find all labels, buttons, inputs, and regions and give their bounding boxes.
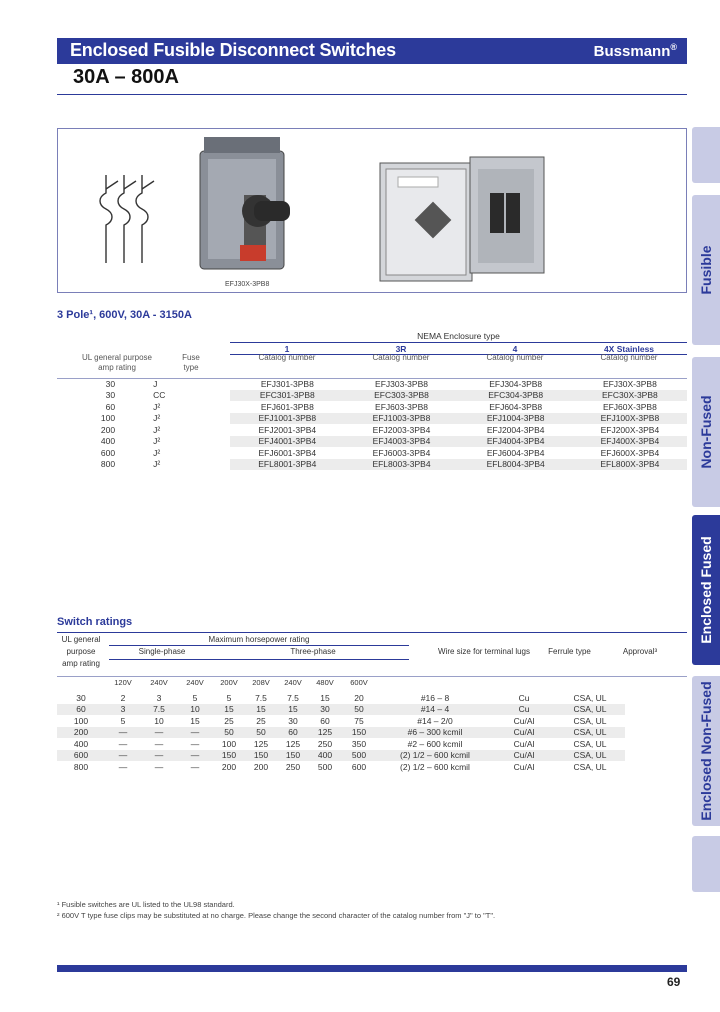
- catalog-number-cell: EFC30X-3PB8: [573, 390, 687, 402]
- rating-cell: 200: [221, 761, 237, 772]
- rating-cell: CSA, UL: [555, 727, 625, 739]
- fuse-type-header: Fuse type: [182, 353, 200, 372]
- rating-row: [57, 761, 625, 773]
- voltage-header-spacer: [377, 678, 493, 692]
- rating-cell: —: [190, 738, 200, 749]
- rating-cell: 60: [320, 715, 330, 726]
- catalog-number-header-4: Catalog number: [486, 353, 544, 362]
- rating-cell: 5: [120, 715, 126, 726]
- fuse-type-cell: J²: [153, 436, 161, 447]
- footnote-1: ¹ Fusible switches are UL listed to the UL98 standard.: [57, 900, 235, 909]
- catalog-number-cell: EFJ301-3PB8: [260, 378, 314, 389]
- amp-rating-cell: 200: [100, 424, 116, 435]
- catalog-number-cell: EFC301-3PB8: [230, 390, 344, 402]
- catalog-number-cell: EFJ4001-3PB4: [230, 436, 344, 448]
- ul-amp-header: [57, 634, 105, 670]
- rating-cell: 150: [213, 750, 245, 762]
- catalog-number-cell: EFJ600X-3PB4: [600, 447, 660, 458]
- catalog-number-cell: EFJ4004-3PB4: [459, 436, 573, 448]
- ul-amp-header-line-3: amp rating: [62, 659, 100, 668]
- catalog-number-cell: EFJ6001-3PB4: [258, 447, 317, 458]
- rating-cell: 400: [73, 738, 89, 749]
- nema-type-1: 1: [284, 344, 290, 354]
- rating-cell: 60: [277, 727, 309, 739]
- rating-cell: 125: [309, 727, 341, 739]
- rating-cell: CSA, UL: [573, 738, 607, 749]
- amp-rating-cell: 60: [105, 401, 116, 412]
- single-phase-header: Single-phase: [138, 647, 186, 656]
- rating-cell: 3: [156, 692, 162, 703]
- rating-cell: 5: [192, 692, 198, 703]
- rating-cell: 20: [354, 692, 364, 703]
- rating-cell: 60: [57, 704, 105, 716]
- catalog-number-cell: EFJ60X-3PB8: [602, 401, 657, 412]
- nema-type-3r: 3R: [395, 344, 407, 354]
- catalog-number-cell: EFJ603-3PB8: [375, 401, 428, 412]
- rating-cell: CSA, UL: [573, 761, 607, 772]
- catalog-heading: 3 Pole¹, 600V, 30A - 3150A: [57, 309, 192, 321]
- rating-cell: CSA, UL: [555, 750, 625, 762]
- amp-rating-cell: 600: [100, 447, 116, 458]
- rating-cell: 15: [277, 704, 309, 716]
- rating-cell: #2 – 600 kcmil: [407, 738, 463, 749]
- fuse-type-cell: J²: [153, 447, 161, 458]
- catalog-number-cell: EFL8003-3PB4: [344, 459, 458, 471]
- rating-cell: —: [118, 761, 128, 772]
- rating-cell: —: [154, 761, 164, 772]
- rating-cell: Cu/Al: [513, 738, 535, 749]
- rating-cell: 500: [317, 761, 333, 772]
- voltage-header: 240V: [284, 678, 302, 687]
- ferrule-type-header: Ferrule type: [548, 647, 591, 656]
- rating-cell: 50: [213, 727, 245, 739]
- rating-cell: Cu/Al: [493, 727, 555, 739]
- product-illustration: [58, 129, 686, 292]
- rating-cell: —: [105, 727, 141, 739]
- rating-cell: 25: [224, 715, 234, 726]
- photo-caption: EFJ30X-3PB8: [225, 281, 270, 288]
- rating-cell: CSA, UL: [573, 715, 607, 726]
- rating-cell: 30: [76, 692, 86, 703]
- hp-rating-header: Maximum horsepower rating: [208, 635, 310, 644]
- footnote-2: ² 600V T type fuse clips may be substituted at no charge. Please change the second character of the catalog number from "J" to "T".: [57, 911, 496, 920]
- product-image-panel: [57, 128, 687, 293]
- brand-name: Bussmann: [593, 43, 671, 60]
- rating-cell: Cu: [518, 692, 530, 703]
- rating-cell: #14 – 2/0: [417, 715, 453, 726]
- rating-cell: —: [177, 750, 213, 762]
- catalog-number-cell: EFJ2001-3PB4: [258, 424, 317, 435]
- rating-cell: 15: [320, 692, 330, 703]
- catalog-row: [57, 447, 687, 459]
- catalog-number-header-3r: Catalog number: [372, 353, 430, 362]
- tab-enclosed-fused[interactable]: [692, 515, 720, 665]
- rating-cell: Cu/Al: [513, 715, 535, 726]
- amp-rating-cell: 800: [100, 459, 116, 470]
- catalog-number-cell: EFJ2003-3PB4: [372, 424, 431, 435]
- rating-cell: 125: [285, 738, 301, 749]
- fuse-type-cell: J²: [153, 413, 161, 424]
- brand-logo: [594, 42, 677, 60]
- catalog-number-cell: EFJ1003-3PB8: [344, 413, 458, 425]
- voltage-header: 240V: [150, 678, 168, 687]
- catalog-number-header-1: Catalog number: [258, 353, 316, 362]
- rating-cell: 50: [341, 704, 377, 716]
- rating-cell: 250: [317, 738, 333, 749]
- catalog-number-cell: EFJ200X-3PB4: [600, 424, 660, 435]
- rating-row: [57, 727, 625, 739]
- catalog-row: [57, 424, 687, 436]
- voltage-header-spacer: [57, 678, 105, 692]
- rating-cell: —: [105, 750, 141, 762]
- rating-cell: 250: [285, 761, 301, 772]
- rating-cell: 30: [309, 704, 341, 716]
- voltage-header-spacer: [493, 678, 555, 692]
- tab-fusible-label: Fusible: [698, 245, 714, 295]
- nema-label: NEMA Enclosure type: [417, 331, 500, 341]
- rating-cell: —: [141, 727, 177, 739]
- wire-size-header: Wire size for terminal lugs: [437, 647, 531, 656]
- catalog-number-cell: EFL8004-3PB4: [459, 459, 573, 471]
- fuse-type-cell: J²: [153, 459, 161, 470]
- rating-cell: —: [190, 761, 200, 772]
- tab-enclosed-non-fused[interactable]: [692, 676, 720, 826]
- ratings-rows: [57, 678, 625, 773]
- rating-cell: 10: [154, 715, 164, 726]
- page-subtitle: 30A – 800A: [73, 66, 179, 88]
- catalog-number-cell: EFC304-3PB8: [459, 390, 573, 402]
- rating-cell: 150: [277, 750, 309, 762]
- rating-cell: 15: [245, 704, 277, 716]
- tab-enclosed-fused-label: Enclosed Fused: [698, 536, 714, 644]
- fuse-type-cell: J²: [153, 424, 161, 435]
- rating-cell: 125: [253, 738, 269, 749]
- rating-cell: 500: [341, 750, 377, 762]
- nema-type-4x: 4X Stainless: [603, 344, 655, 354]
- ratings-header-rule: [57, 676, 687, 677]
- header-rule: [57, 94, 687, 95]
- brand-mark: ®: [670, 42, 677, 52]
- open-enclosure-photo: [380, 157, 544, 281]
- catalog-number-cell: EFJ6004-3PB4: [486, 447, 545, 458]
- amp-rating-cell: 400: [100, 436, 116, 447]
- rating-row: [57, 692, 625, 704]
- page-number: 69: [667, 975, 681, 989]
- fuse-type-cell: J: [153, 378, 158, 389]
- catalog-number-cell: EFJ30X-3PB8: [602, 378, 657, 389]
- catalog-number-cell: EFJ303-3PB8: [375, 378, 428, 389]
- rating-cell: —: [177, 727, 213, 739]
- amp-rating-cell: 30: [105, 390, 116, 401]
- amp-rating-cell: 30: [105, 378, 116, 389]
- rating-cell: 75: [354, 715, 364, 726]
- footnotes: [57, 899, 495, 921]
- voltage-header-spacer: [555, 678, 625, 692]
- fuse-type-cell: CC: [153, 390, 166, 401]
- rating-cell: 5: [226, 692, 232, 703]
- rating-cell: CSA, UL: [573, 692, 607, 703]
- catalog-number-header-4x: Catalog number: [600, 353, 658, 362]
- catalog-row: [57, 459, 687, 471]
- rating-cell: —: [141, 750, 177, 762]
- rating-cell: 2: [120, 692, 126, 703]
- voltage-header: 240V: [186, 678, 204, 687]
- catalog-number-cell: EFJ6003-3PB4: [372, 447, 431, 458]
- tab-enclosed-non-fused-label: Enclosed Non-Fused: [698, 681, 714, 821]
- rating-cell: 25: [256, 715, 266, 726]
- rating-row: [57, 704, 625, 716]
- rating-cell: Cu: [493, 704, 555, 716]
- rating-cell: 600: [57, 750, 105, 762]
- voltage-header: 200V: [220, 678, 238, 687]
- tab-blank[interactable]: [692, 127, 720, 183]
- rating-cell: 200: [253, 761, 269, 772]
- phase-rule: [109, 659, 409, 660]
- rating-cell: Cu/Al: [493, 750, 555, 762]
- tab-fusible[interactable]: [692, 195, 720, 345]
- voltage-header: 208V: [252, 678, 270, 687]
- enclosure-photo: [200, 137, 290, 269]
- rating-cell: 150: [245, 750, 277, 762]
- rating-cell: 150: [341, 727, 377, 739]
- rating-cell: 100: [73, 715, 89, 726]
- ratings-heading: Switch ratings: [57, 616, 133, 628]
- rating-row: [57, 750, 625, 762]
- catalog-number-cell: EFJ604-3PB8: [489, 401, 543, 412]
- ul-amp-header-line-2: purpose: [66, 647, 96, 656]
- rating-row: [57, 715, 625, 727]
- footer-rule: [57, 965, 687, 972]
- rating-cell: 10: [177, 704, 213, 716]
- catalog-number-cell: EFJ2004-3PB4: [486, 424, 545, 435]
- fuse-type-cell: J²: [153, 401, 161, 412]
- rating-cell: 100: [221, 738, 237, 749]
- catalog-row: [57, 401, 687, 413]
- page-title: Enclosed Fusible Disconnect Switches: [70, 40, 396, 60]
- nema-type-4: 4: [512, 344, 518, 354]
- ul-amp-header-line-1: UL general: [61, 635, 101, 644]
- catalog-number-cell: EFL800X-3PB4: [573, 459, 687, 471]
- catalog-number-cell: EFC303-3PB8: [344, 390, 458, 402]
- catalog-row: [57, 378, 687, 390]
- rating-cell: 600: [351, 761, 367, 772]
- fuse-schematic-icon: [100, 175, 154, 263]
- catalog-number-cell: EFJ1004-3PB8: [459, 413, 573, 425]
- rating-cell: 30: [288, 715, 298, 726]
- rating-row: [57, 738, 625, 750]
- tab-non-fused-label: Non-Fused: [698, 395, 714, 469]
- catalog-row: [57, 390, 687, 402]
- rating-cell: 400: [309, 750, 341, 762]
- catalog-row: [57, 436, 687, 448]
- catalog-rows: [57, 378, 687, 470]
- catalog-number-cell: EFJ4003-3PB4: [344, 436, 458, 448]
- amp-rating-cell: 100: [100, 413, 116, 424]
- voltage-header: 600V: [350, 678, 368, 687]
- rating-cell: 7.5: [287, 692, 299, 703]
- rating-cell: —: [154, 738, 164, 749]
- rating-cell: 15: [190, 715, 200, 726]
- tab-non-fused[interactable]: [692, 357, 720, 507]
- catalog-row: [57, 413, 687, 425]
- rating-cell: —: [118, 738, 128, 749]
- voltage-header: 120V: [114, 678, 132, 687]
- catalog-number-cell: EFL8001-3PB4: [230, 459, 344, 471]
- rating-cell: CSA, UL: [555, 704, 625, 716]
- rating-cell: 200: [57, 727, 105, 739]
- catalog-number-cell: EFJ400X-3PB4: [573, 436, 687, 448]
- rating-cell: (2) 1/2 – 600 kcmil: [400, 761, 470, 772]
- tab-blank-bottom[interactable]: [692, 836, 720, 892]
- rating-cell: Cu/Al: [513, 761, 535, 772]
- rating-cell: 7.5: [255, 692, 267, 703]
- catalog-number-cell: EFJ601-3PB8: [260, 401, 314, 412]
- rating-cell: 50: [245, 727, 277, 739]
- rating-cell: 800: [73, 761, 89, 772]
- amp-rating-header: UL general purpose amp rating: [82, 353, 152, 372]
- rating-cell: #14 – 4: [377, 704, 493, 716]
- rating-cell: 15: [213, 704, 245, 716]
- title-bar: [57, 38, 687, 64]
- catalog-number-cell: EFJ304-3PB8: [489, 378, 543, 389]
- approval-header: Approval³: [622, 647, 658, 656]
- rating-cell: (2) 1/2 – 600 kcmil: [377, 750, 493, 762]
- voltage-header: 480V: [316, 678, 334, 687]
- ratings-top-rule: [57, 632, 687, 633]
- rating-cell: #16 – 8: [420, 692, 450, 703]
- rating-cell: 350: [351, 738, 367, 749]
- three-phase-header: Three-phase: [290, 647, 336, 656]
- rating-cell: 7.5: [141, 704, 177, 716]
- rating-cell: 3: [105, 704, 141, 716]
- catalog-number-cell: EFJ100X-3PB8: [573, 413, 687, 425]
- catalog-number-cell: EFJ1001-3PB8: [230, 413, 344, 425]
- rating-cell: #6 – 300 kcmil: [377, 727, 493, 739]
